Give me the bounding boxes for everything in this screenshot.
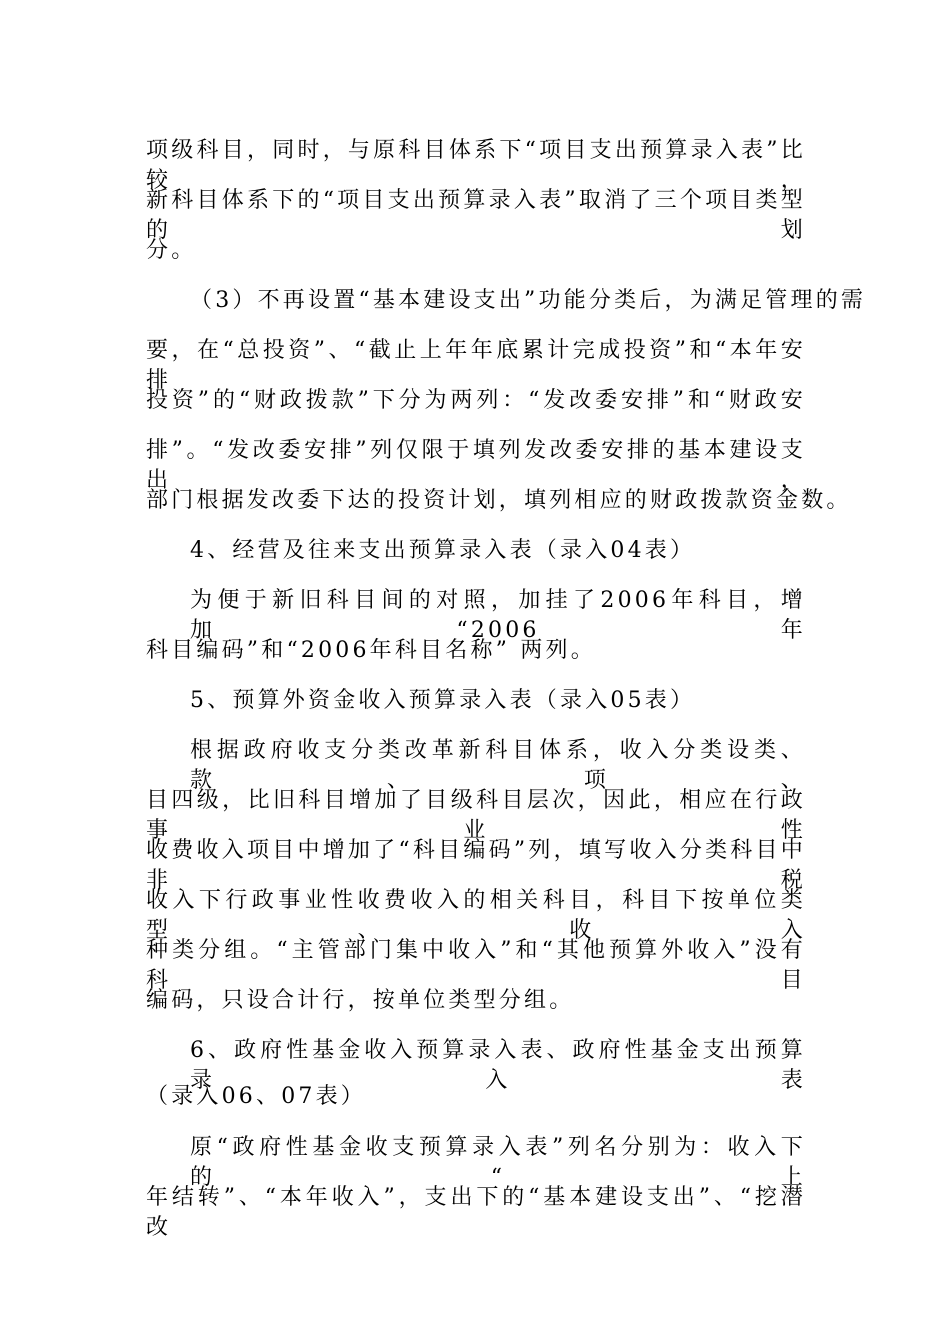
text-line: 目四级，比旧科目增加了目级科目层次，因此，相应在行政事业性: [146, 788, 806, 843]
text-line: 科目编码”和“2006年科目名称” 两列。: [146, 638, 596, 663]
section-heading: （录入06、07表）: [146, 1084, 366, 1109]
text-line: 排”。“发改委安排”列仅限于填列发改委安排的基本建设支出，: [146, 438, 806, 493]
text-line: 原“政府性基金收支预算录入表”列名分别为：收入下的“上: [190, 1135, 806, 1190]
text-line: 投资”的“财政拨款”下分为两列：“发改委安排”和“财政安: [146, 388, 806, 413]
text-line: 收入下行政事业性收费收入的相关科目，科目下按单位类型、收入: [146, 888, 806, 943]
text-line: 部门根据发改委下达的投资计划，填列相应的财政拨款资金数。: [146, 488, 852, 513]
text-line: （3）不再设置“基本建设支出”功能分类后，为满足管理的需: [190, 288, 867, 313]
text-line: 收费收入项目中增加了“科目编码”列，填写收入分类科目中非税: [146, 838, 806, 893]
text-line: 种类分组。“主管部门集中收入”和“其他预算外收入”没有科目: [146, 938, 806, 993]
text-line: 根据政府收支分类改革新科目体系，收入分类设类、款、项、: [190, 738, 806, 793]
text-line: 年结转”、“本年收入”，支出下的“基本建设支出”、“挖潜改: [146, 1185, 806, 1240]
section-heading: 5、预算外资金收入预算录入表（录入05表）: [190, 688, 696, 713]
section-heading: 4、经营及往来支出预算录入表（录入04表）: [190, 538, 696, 563]
section-heading: 6、政府性基金收入预算录入表、政府性基金支出预算录入表: [190, 1038, 806, 1093]
text-line: 分。: [146, 238, 197, 263]
text-line: 新科目体系下的“项目支出预算录入表”取消了三个项目类型的划: [146, 188, 806, 243]
text-line: 编码，只设合计行，按单位类型分组。: [146, 988, 575, 1013]
text-line: 要，在“总投资”、“截止上年年底累计完成投资”和“本年安排: [146, 338, 806, 393]
text-line: 项级科目，同时，与原科目体系下“项目支出预算录入表”比较，: [146, 138, 806, 193]
text-line: 为便于新旧科目间的对照，加挂了2006年科目，增加“2006年: [190, 588, 806, 643]
